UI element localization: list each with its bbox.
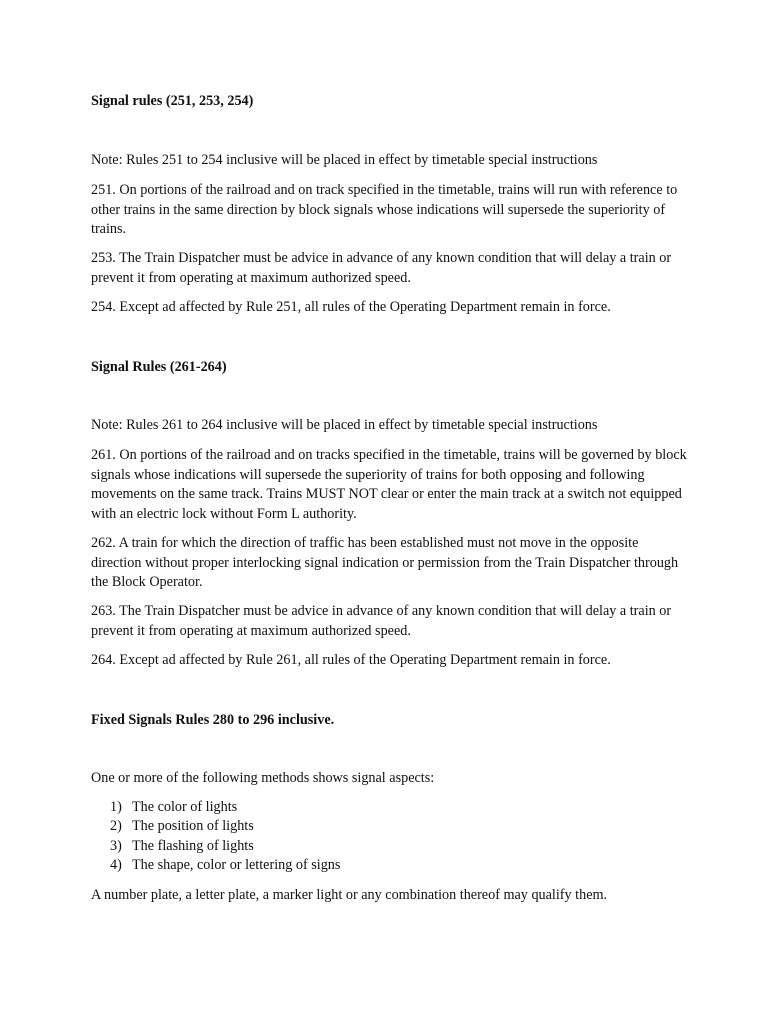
section-heading-fixed-signals: Fixed Signals Rules 280 to 296 inclusive. xyxy=(91,712,335,728)
rule-264: 264. Except ad affected by Rule 261, all rules of the Operating Department remain in force. xyxy=(91,652,611,668)
signal-aspects-intro: One or more of the following methods shows signal aspects: xyxy=(91,770,435,786)
list-item xyxy=(88,837,340,856)
rule-263: 263. The Train Dispatcher must be advice in advance of any known condition that will delay a train or prevent it from operating at maximum authorized speed. xyxy=(91,603,672,639)
list-item xyxy=(88,856,340,875)
rule-261: 261. On portions of the railroad and on tracks specified in the timetable, trains will be governed by block signals whose indications will supersede the superiority of trains for both opposing and following movements on the same track. Trains MUST NOT clear or enter the main track at a switch not equipped with an electric lock without Form L authority. xyxy=(91,447,687,522)
note-rules-261-264: Note: Rules 261 to 264 inclusive will be placed in effect by timetable special instructions xyxy=(91,417,598,433)
signal-methods-list xyxy=(88,798,340,875)
rule-253: 253. The Train Dispatcher must be advice in advance of any known condition that will delay a train or prevent it from operating at maximum authorized speed. xyxy=(91,250,672,286)
list-item-text: The color of lights xyxy=(132,799,238,815)
list-item-text: The position of lights xyxy=(132,818,254,835)
list-item-number: 3) xyxy=(110,837,122,854)
rule-251: 251. On portions of the railroad and on track specified in the timetable, trains will run with reference to other trains in the same direction by block signals whose indications will supersede the superiority of trains. xyxy=(91,182,678,237)
note-rules-251-254: Note: Rules 251 to 254 inclusive will be placed in effect by timetable special instructions xyxy=(91,152,598,168)
list-item xyxy=(88,798,340,817)
list-item-text: The flashing of lights xyxy=(132,837,254,854)
section-heading-signal-rules-251: Signal rules (251, 253, 254) xyxy=(91,93,254,109)
list-item-number: 1) xyxy=(110,799,122,815)
rule-262: 262. A train for which the direction of traffic has been established must not move in the opposite direction without proper interlocking signal indication or permission from the Train Dispatcher through the Block Operator. xyxy=(91,535,679,590)
rule-254: 254. Except ad affected by Rule 251, all rules of the Operating Department remain in force. xyxy=(91,299,611,315)
list-item xyxy=(88,817,340,836)
closing-paragraph: A number plate, a letter plate, a marker light or any combination thereof may qualify them. xyxy=(91,887,608,903)
list-item-number: 4) xyxy=(110,856,122,873)
section-heading-signal-rules-261: Signal Rules (261-264) xyxy=(91,359,227,375)
list-item-number: 2) xyxy=(110,818,122,835)
list-item-text: The shape, color or lettering of signs xyxy=(132,856,341,873)
